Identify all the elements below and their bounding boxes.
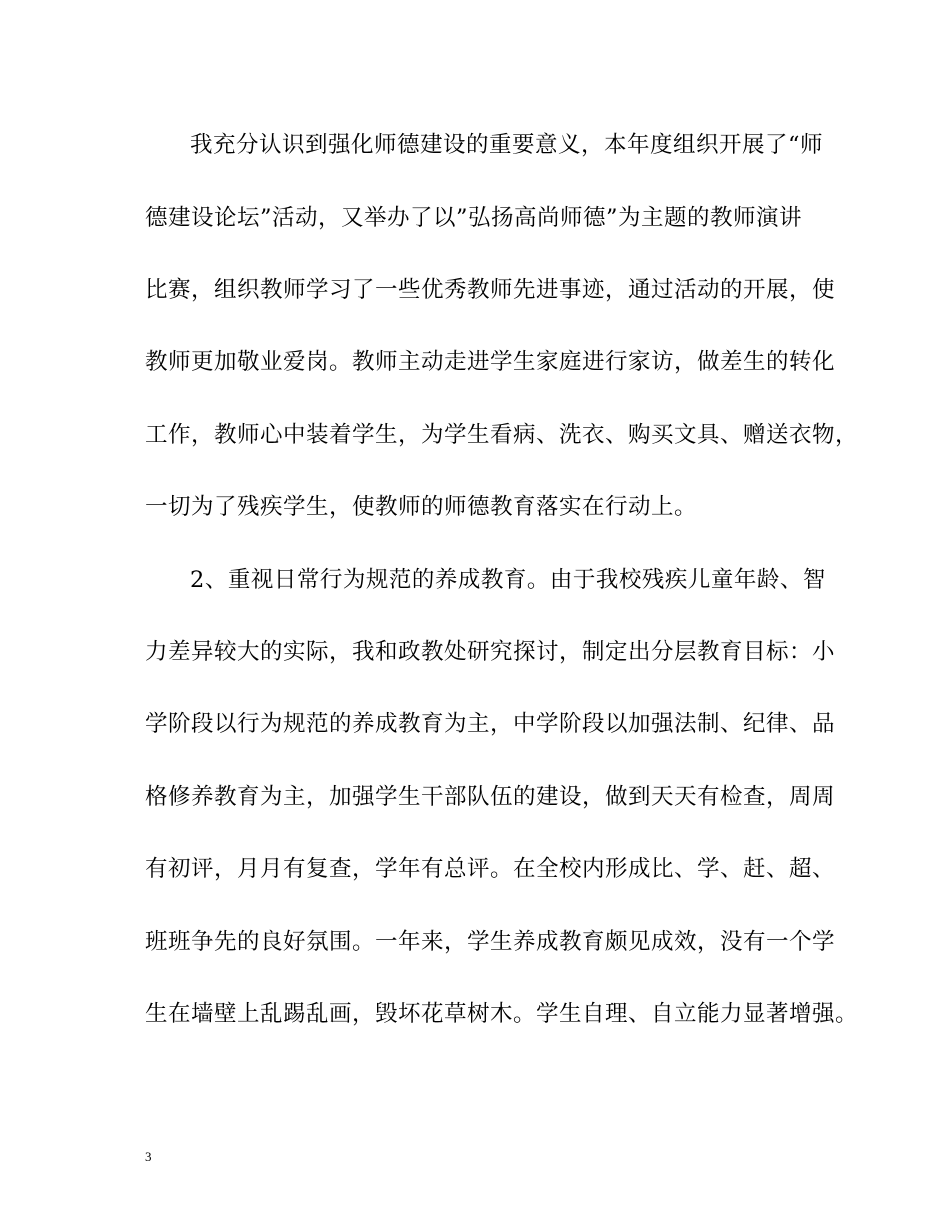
paragraph-line: 比赛，组织教师学习了一些优秀教师先进事迹，通过活动的开展，使 — [145, 277, 836, 303]
paragraph-line: 生在墙壁上乱踢乱画，毁坏花草树木。学生自理、自立能力显著增强。 — [145, 1001, 859, 1027]
paragraph-line: 我充分认识到强化师德建设的重要意义，本年度组织开展了“师 — [190, 132, 824, 158]
paragraph-line: 格修养教育为主，加强学生干部队伍的建设，做到天天有检查，周周 — [145, 784, 836, 810]
paragraph-line: 力差异较大的实际，我和政教处研究探讨，制定出分层教育目标：小 — [145, 639, 836, 665]
paragraph-line: 有初评，月月有复查，学年有总评。在全校内形成比、学、赶、超、 — [145, 856, 836, 882]
paragraph-line: 教师更加敬业爱岗。教师主动走进学生家庭进行家访，做差生的转化 — [145, 349, 836, 375]
paragraph-line: 德建设论坛”活动，又举办了以”弘扬高尚师德”为主题的教师演讲 — [145, 205, 803, 231]
paragraph-line: 工作，教师心中装着学生，为学生看病、洗衣、购买文具、赠送衣物， — [145, 422, 859, 448]
page-number: 3 — [145, 1149, 152, 1164]
paragraph-line: 一切为了残疾学生，使教师的师德教育落实在行动上。 — [145, 494, 698, 520]
paragraph-line: 学阶段以行为规范的养成教育为主，中学阶段以加强法制、纪律、品 — [145, 711, 836, 737]
paragraph-line: 班班争先的良好氛围。一年来，学生养成教育颇见成效，没有一个学 — [145, 929, 836, 955]
paragraph-line: 2、重视日常行为规范的养成教育。由于我校残疾儿童年龄、智 — [190, 567, 826, 593]
